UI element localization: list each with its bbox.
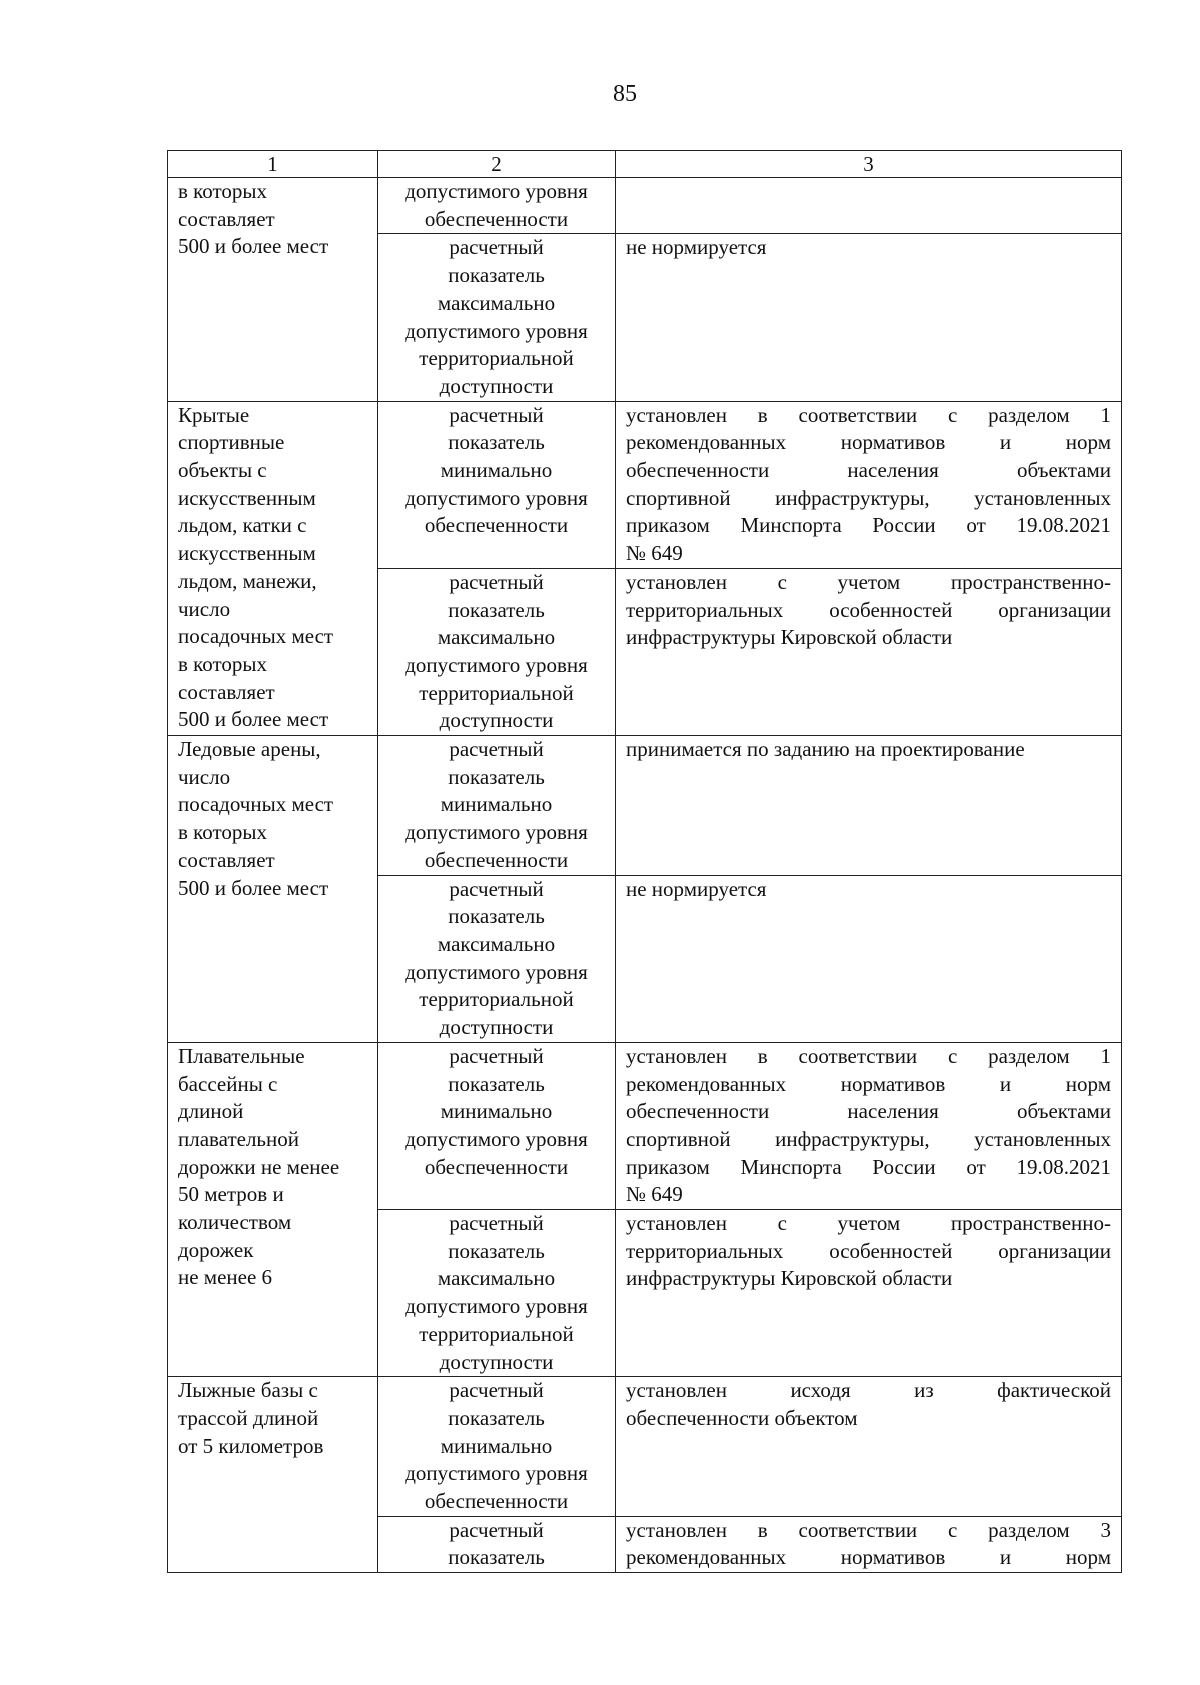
object-type-line: дорожек [178, 1237, 254, 1262]
indicator-line: расчетный [449, 569, 544, 594]
value-line: территориальных особенностей организации [626, 1238, 1111, 1263]
indicator-line: показатель [448, 764, 545, 789]
indicator-line: расчетный [449, 1517, 544, 1542]
value-line: рекомендованных нормативов и норм [626, 1545, 1111, 1570]
indicator-cell [378, 568, 616, 735]
indicator-cell [378, 234, 616, 401]
indicator-line: показатель [448, 1071, 545, 1096]
indicator-cell [378, 736, 616, 876]
value-line: установлен исходя из фактической [626, 1378, 1111, 1403]
page-number: 85 [613, 81, 637, 107]
object-type-line: дорожки не менее [178, 1154, 340, 1179]
indicator-line: максимально [437, 625, 556, 650]
indicator-line: территориальной [419, 1321, 574, 1346]
indicator-line: допустимого уровня [405, 1294, 588, 1319]
indicator-line: показатель [448, 1238, 545, 1263]
indicator-line: доступности [439, 373, 554, 398]
object-type-line: искусственным [178, 541, 316, 566]
value-cell [616, 178, 1122, 234]
indicator-line: минимально [440, 1099, 553, 1124]
indicator-line: минимально [440, 792, 553, 817]
indicator-line: территориальной [419, 680, 574, 705]
object-type-line: составляет [178, 679, 275, 704]
indicator-line: допустимого уровня [405, 485, 588, 510]
value-line: спортивной инфраструктуры, установленных [626, 1126, 1111, 1151]
table-row [168, 736, 1122, 876]
table-header-row [168, 151, 1122, 178]
value-line: установлен в соответствии с разделом 1 [626, 402, 1111, 427]
object-type-line: плавательной [178, 1126, 299, 1151]
indicator-line: расчетный [449, 1043, 544, 1068]
object-type-line: спортивные [178, 430, 285, 455]
indicator-line: расчетный [449, 876, 544, 901]
value-line-last: инфраструктуры Кировской области [626, 625, 953, 650]
value-line: спортивной инфраструктуры, установленных [626, 485, 1111, 510]
indicator-line: расчетный [449, 1211, 544, 1236]
object-type-cell [168, 401, 378, 735]
object-type-cell [168, 1042, 378, 1376]
indicator-line: максимально [437, 1266, 556, 1291]
value-line-last: № 649 [626, 541, 683, 566]
indicator-line: показатель [448, 430, 545, 455]
object-type-cell [168, 1377, 378, 1573]
value-line: приказом Минспорта России от 19.08.2021 [626, 1154, 1111, 1179]
value-cell [616, 875, 1122, 1042]
indicator-line: показатель [448, 1545, 545, 1570]
object-type-line: 500 и более мест [178, 707, 329, 732]
indicator-line: допустимого уровня [405, 959, 588, 984]
indicator-line: допустимого уровня [405, 318, 588, 343]
object-type-line: объекты с [178, 458, 267, 483]
object-type-line: от 5 километров [178, 1433, 324, 1458]
object-type-line: 50 метров и [178, 1182, 284, 1207]
indicator-line: показатель [448, 263, 545, 288]
indicator-line: доступности [439, 1015, 554, 1040]
object-type-line: в которых [178, 651, 268, 676]
object-type-line: составляет [178, 847, 275, 872]
indicator-line: обеспеченности [424, 847, 569, 872]
object-type-line: число [178, 596, 231, 621]
table-row [168, 401, 1122, 568]
indicator-line: расчетный [449, 402, 544, 427]
object-type-line: в которых [178, 820, 268, 845]
object-type-line: Плавательные [178, 1043, 305, 1068]
indicator-line: допустимого уровня [405, 1126, 588, 1151]
value-line-last: № 649 [626, 1182, 683, 1207]
object-type-line: 500 и более мест [178, 875, 329, 900]
header-cell-1: 1 [168, 151, 378, 178]
value-cell [616, 736, 1122, 876]
value-cell [616, 234, 1122, 401]
object-type-cell [168, 736, 378, 1043]
indicator-line: допустимого уровня [405, 179, 588, 203]
indicator-line: максимально [437, 290, 556, 315]
object-type-line: льдом, катки с [178, 513, 307, 538]
indicator-line: допустимого уровня [405, 1461, 588, 1486]
value-cell [616, 1210, 1122, 1377]
header-cell-3: 3 [616, 151, 1122, 178]
indicator-line: обеспеченности [424, 1154, 569, 1179]
indicator-line: показатель [448, 904, 545, 929]
object-type-line: число [178, 764, 231, 789]
indicator-line: доступности [439, 1349, 554, 1374]
value-line: установлен в соответствии с разделом 3 [626, 1517, 1111, 1542]
object-type-line: количеством [178, 1210, 292, 1235]
object-type-cell [168, 178, 378, 402]
value-line-last: инфраструктуры Кировской области [626, 1266, 953, 1291]
value-line: установлен в соответствии с разделом 1 [626, 1043, 1111, 1068]
object-type-line: Крытые [178, 402, 250, 427]
object-type-line: искусственным [178, 485, 316, 510]
value-line: приказом Минспорта России от 19.08.2021 [626, 513, 1111, 538]
value-cell [616, 568, 1122, 735]
value-line: рекомендованных нормативов и норм [626, 1071, 1111, 1096]
indicator-line: территориальной [419, 987, 574, 1012]
object-type-line: трассой длиной [178, 1405, 319, 1430]
indicator-line: показатель [448, 1405, 545, 1430]
value-line: установлен с учетом пространственно- [626, 1211, 1111, 1236]
value-cell [616, 401, 1122, 568]
object-type-line: длиной [178, 1099, 244, 1124]
table-row [168, 178, 1122, 234]
indicator-line: обеспеченности [424, 513, 569, 538]
value-line: рекомендованных нормативов и норм [626, 430, 1111, 455]
indicator-line: максимально [437, 931, 556, 956]
value-line-last: не нормируется [626, 235, 767, 260]
value-cell [616, 1042, 1122, 1209]
indicator-line: показатель [448, 597, 545, 622]
indicator-line: расчетный [449, 737, 544, 762]
object-type-line: Ледовые арены, [178, 737, 321, 762]
indicator-line: территориальной [419, 346, 574, 371]
indicator-cell [378, 875, 616, 1042]
value-line-last: принимается по заданию на проектирование [626, 737, 1025, 762]
object-type-line: льдом, манежи, [178, 568, 317, 593]
object-type-line: не менее 6 [178, 1265, 273, 1290]
value-line-last: не нормируется [626, 876, 767, 901]
indicator-cell [378, 1516, 616, 1572]
indicator-line: обеспеченности [424, 206, 569, 231]
object-type-line: в которых [178, 179, 268, 203]
object-type-line: составляет [178, 206, 275, 231]
indicator-line: расчетный [449, 235, 544, 260]
indicator-cell [378, 178, 616, 234]
indicator-line: минимально [440, 1433, 553, 1458]
indicator-line: допустимого уровня [405, 820, 588, 845]
indicator-cell [378, 1042, 616, 1209]
indicator-cell [378, 401, 616, 568]
indicator-line: допустимого уровня [405, 652, 588, 677]
indicator-line: обеспеченности [424, 1489, 569, 1514]
value-cell [616, 1377, 1122, 1517]
indicator-cell [378, 1377, 616, 1517]
value-cell [616, 1516, 1122, 1572]
indicator-line: расчетный [449, 1378, 544, 1403]
object-type-line: посадочных мест [178, 792, 334, 817]
value-line: территориальных особенностей организации [626, 597, 1111, 622]
object-type-line: бассейны с [178, 1071, 278, 1096]
table-row [168, 1377, 1122, 1517]
table-row [168, 1042, 1122, 1209]
value-line: обеспеченности населения объектами [626, 1099, 1111, 1124]
indicator-line: минимально [440, 458, 553, 483]
object-type-line: 500 и более мест [178, 234, 329, 259]
indicator-cell [378, 1210, 616, 1377]
value-line: установлен с учетом пространственно- [626, 569, 1111, 594]
object-type-line: посадочных мест [178, 624, 334, 649]
object-type-line: Лыжные базы с [178, 1378, 318, 1403]
standards-table [167, 150, 1122, 1573]
header-cell-2: 2 [378, 151, 616, 178]
value-line: обеспеченности населения объектами [626, 458, 1111, 483]
indicator-line: доступности [439, 708, 554, 733]
value-line-last: обеспеченности объектом [626, 1405, 858, 1430]
